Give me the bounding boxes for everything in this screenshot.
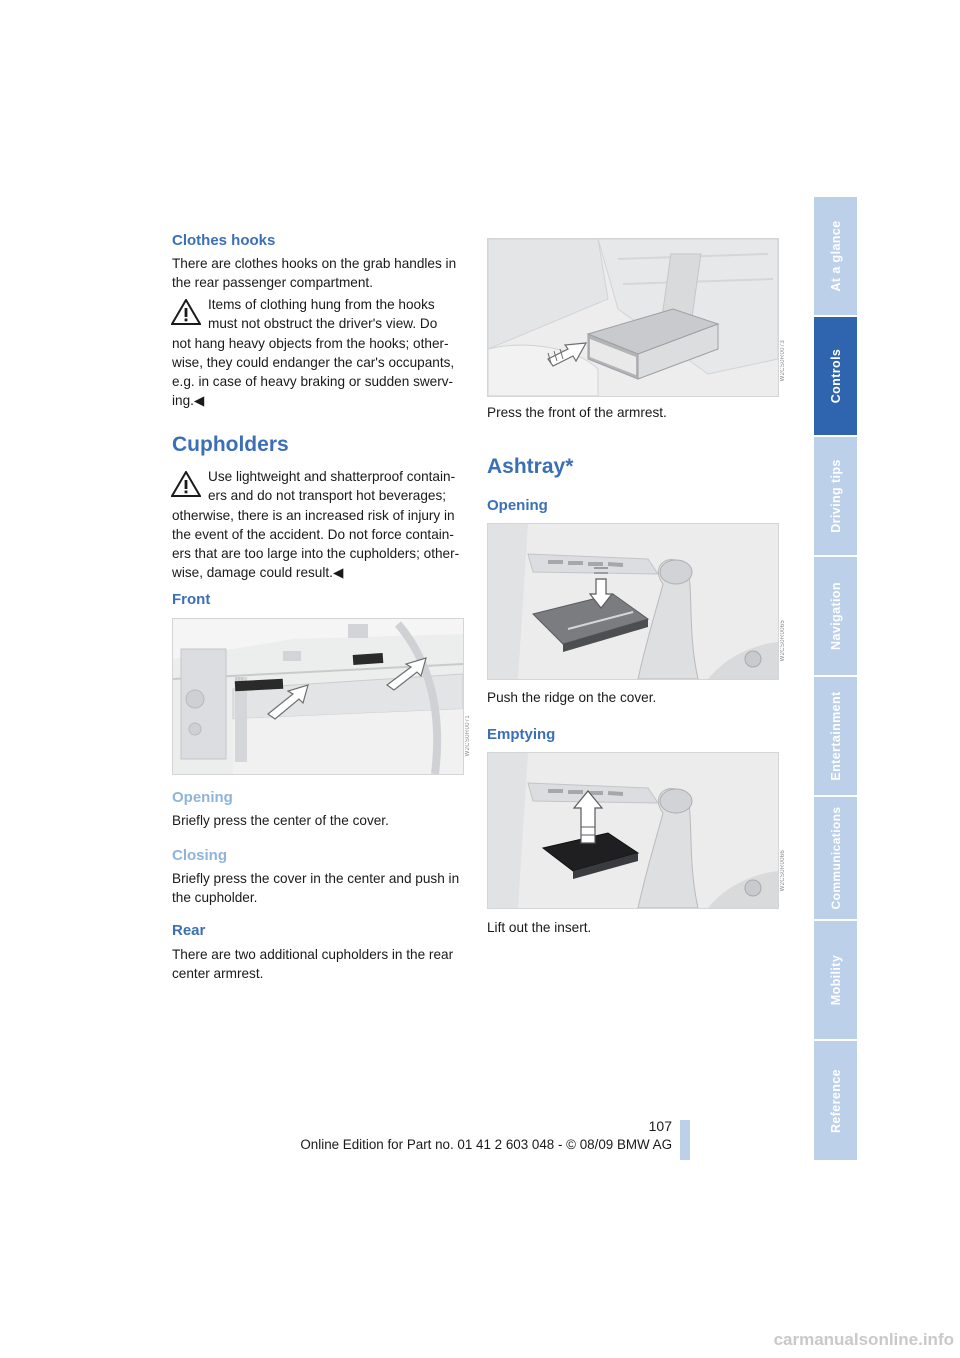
text-line: wise, damage could result.◀ [172, 565, 344, 581]
front-opening-text: Briefly press the center of the cover. [172, 813, 389, 828]
tab-label: At a glance [828, 220, 843, 292]
figure-code: W2CS0R0065 [780, 620, 786, 662]
ashtray-heading: Ashtray* [487, 455, 574, 478]
watermark: carmanualsonline.info [773, 1330, 954, 1349]
rear-caption: Press the front of the armrest. [487, 405, 667, 420]
text-line: ing.◀ [172, 393, 205, 409]
tab-label: Reference [828, 1068, 843, 1133]
text-line: Use lightweight and shatterproof contain- [208, 469, 456, 484]
text-line: e.g. in case of heavy braking or sudden swerv- [172, 374, 454, 390]
text-line: the cupholder. [172, 890, 258, 906]
tab-entertainment[interactable] [814, 677, 857, 797]
clothes-hooks-text [172, 254, 472, 293]
rear-text [172, 945, 472, 984]
front-closing-heading: Closing [172, 847, 227, 864]
page-number-bar [680, 1120, 690, 1160]
text-line: ers and do not transport hot beverages; [208, 488, 447, 504]
tab-controls[interactable] [814, 317, 857, 437]
tab-label: Mobility [828, 954, 843, 1006]
figure-code: W2CS0R0073 [780, 340, 786, 382]
cupholders-warning [172, 467, 472, 583]
text-line: Items of clothing hung from the hooks [208, 297, 435, 312]
ashtray-emptying-heading: Emptying [487, 726, 556, 743]
footer-edition: Online Edition for Part no. 01 41 2 603 048 - © 08/09 BMW AG [300, 1137, 672, 1152]
front-heading: Front [172, 591, 211, 608]
tab-label: Driving tips [828, 459, 843, 533]
tab-reference[interactable] [814, 1041, 857, 1162]
tab-communications[interactable] [814, 797, 857, 921]
text-line: must not obstruct the driver's view. Do [208, 316, 438, 332]
tab-mobility[interactable] [814, 921, 857, 1041]
tab-label: Communications [828, 806, 843, 910]
ashtray-opening-heading: Opening [487, 497, 548, 514]
rear-armrest-figure [487, 238, 779, 397]
tab-driving-tips[interactable] [814, 437, 857, 557]
front-opening-heading: Opening [172, 789, 233, 806]
text-line: not hang heavy objects from the hooks; other- [172, 335, 449, 351]
text-line: ers that are too large into the cupholders; other- [172, 546, 460, 562]
page-number: 107 [648, 1118, 672, 1134]
text-line: wise, they could endanger the car's occupants, [172, 354, 455, 370]
text-line: There are clothes hooks on the grab handles in [172, 256, 457, 271]
ashtray-emptying-caption: Lift out the insert. [487, 920, 592, 935]
tab-label: Entertainment [828, 691, 843, 781]
text-line: the rear passenger compartment. [172, 275, 373, 291]
tab-navigation[interactable] [814, 557, 857, 677]
clothes-hooks-warning [172, 295, 472, 411]
text-line: Briefly press the cover in the center and push in [172, 871, 460, 886]
figure-code: W2CS0R0071 [465, 715, 471, 757]
front-cupholder-figure [172, 618, 464, 775]
ashtray-emptying-figure [487, 752, 779, 909]
ashtray-opening-figure [487, 523, 779, 680]
clothes-hooks-heading: Clothes hooks [172, 232, 276, 249]
ashtray-opening-caption: Push the ridge on the cover. [487, 690, 657, 705]
tab-label: Controls [828, 348, 843, 404]
tab-label: Navigation [828, 582, 843, 650]
text-line: otherwise, there is an increased risk of injury in [172, 507, 455, 523]
text-line: There are two additional cupholders in the rear [172, 947, 454, 962]
cupholders-heading: Cupholders [172, 433, 289, 456]
text-line: center armrest. [172, 966, 264, 982]
rear-heading: Rear [172, 922, 206, 939]
tab-at-a-glance[interactable] [814, 197, 857, 317]
text-line: the event of the accident. Do not force contain- [172, 526, 454, 542]
side-tabs [814, 197, 857, 1160]
figure-code: W2CS0R0066 [780, 850, 786, 892]
front-closing-text [172, 869, 472, 908]
